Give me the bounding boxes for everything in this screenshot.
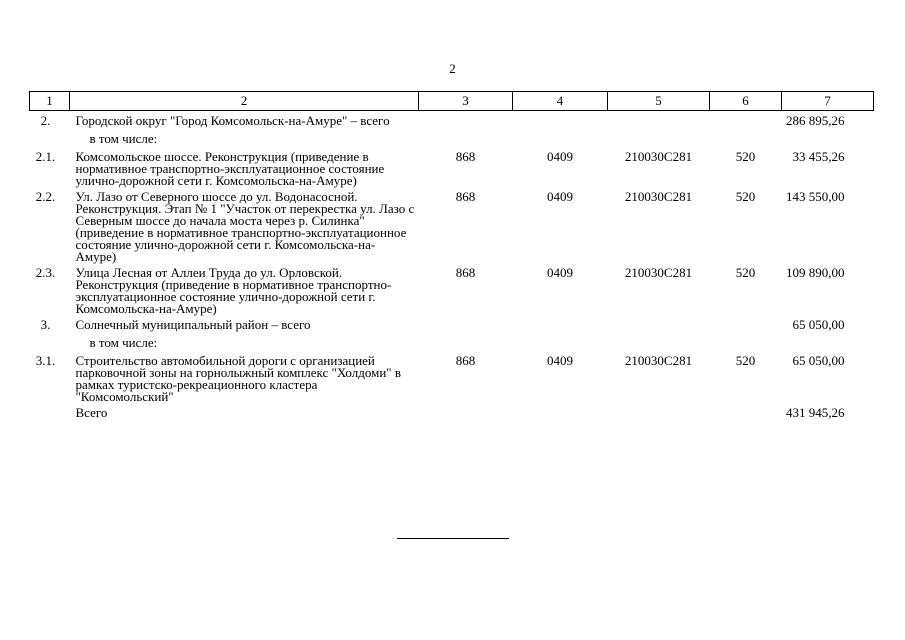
code-5-cell: 210030С281	[624, 149, 693, 164]
code-3-cell	[419, 111, 513, 128]
code-6-cell	[710, 403, 782, 419]
code-6-cell: 520	[735, 265, 756, 280]
code-6-cell: 520	[735, 149, 756, 164]
row-number-cell: 2.3.	[35, 265, 56, 280]
code-6-cell	[710, 315, 782, 331]
code-4-cell	[513, 403, 608, 419]
name-cell: Строительство автомобильной дороги с организацией парковочной зоны на горнолыжный комплекс "Холдоми" в рамках туристско-рекреационного кластера "Комсомольский"	[75, 353, 401, 404]
row-number-cell	[30, 331, 70, 351]
code-4-cell: 0409	[547, 189, 573, 204]
name-cell: Городской округ "Город Комсомольск-на-Амуре" – всего	[75, 113, 390, 128]
amount-cell: 65 050,00	[792, 353, 845, 368]
column-header-3: 3	[419, 92, 513, 111]
code-6-cell: 520	[735, 189, 756, 204]
table-body	[30, 111, 874, 420]
table-row	[30, 263, 874, 315]
budget-table	[29, 91, 874, 419]
code-5-cell	[608, 315, 710, 331]
amount-cell: 65 050,00	[792, 317, 845, 332]
amount-cell: 143 550,00	[786, 189, 845, 204]
table-row	[30, 111, 874, 128]
code-5-cell: 210030С281	[624, 353, 693, 368]
code-3-cell: 868	[455, 265, 476, 280]
code-6-cell: 520	[735, 353, 756, 368]
name-cell: Комсомольское шоссе. Реконструкция (приведение в нормативное транспортно-эксплуатационное состояние улично-дорожной сети г. Комсомольска-на-Амуре)	[75, 149, 385, 188]
table-header	[30, 92, 874, 111]
name-cell: Всего	[75, 405, 108, 420]
row-number-cell: 2.1.	[35, 149, 56, 164]
column-header-1: 1	[30, 92, 70, 111]
code-3-cell: 868	[455, 353, 476, 368]
table-row	[30, 147, 874, 187]
subtitle-cell: в том числе:	[89, 335, 158, 350]
table-subtitle-row	[30, 331, 874, 351]
amount-cell: 286 895,26	[786, 113, 845, 128]
name-cell: Улица Лесная от Аллеи Труда до ул. Орловской. Реконструкция (приведение в нормативное транспортно-эксплуатационное состояние улично-дорожной сети г. Комсомольска-на-Амуре)	[75, 265, 392, 316]
code-3-cell	[419, 403, 513, 419]
name-cell: Солнечный муниципальный район – всего	[75, 317, 311, 332]
amount-cell: 33 455,26	[792, 149, 845, 164]
code-5-cell: 210030С281	[624, 265, 693, 280]
code-4-cell	[513, 315, 608, 331]
row-number-cell: 3.	[40, 317, 51, 332]
column-header-7: 7	[782, 92, 874, 111]
column-header-4: 4	[513, 92, 608, 111]
code-4-cell: 0409	[547, 149, 573, 164]
table-row	[30, 351, 874, 403]
row-number-cell: 2.2.	[35, 189, 56, 204]
table-row	[30, 403, 874, 419]
table-row	[30, 187, 874, 263]
code-4-cell: 0409	[547, 265, 573, 280]
row-number-cell	[30, 403, 70, 419]
amount-cell: 109 890,00	[786, 265, 845, 280]
row-number-cell: 3.1.	[35, 353, 56, 368]
end-separator-line	[397, 538, 509, 539]
row-number-cell	[30, 127, 70, 147]
code-3-cell	[419, 315, 513, 331]
subtitle-cell: в том числе:	[89, 131, 158, 146]
name-cell: Ул. Лазо от Северного шоссе до ул. Водонасосной. Реконструкция. Этап № 1 "Участок от перекрестка ул. Лазо с Северным шоссе до начала моста через р. Силинка" (приведение в нормативное транспортно-эксплуатационное состояние улично-дорожной сети г. Комсомольска-на-Амуре)	[75, 189, 415, 264]
code-5-cell	[608, 111, 710, 128]
page-number: 2	[449, 61, 456, 76]
code-3-cell: 868	[455, 189, 476, 204]
code-3-cell: 868	[455, 149, 476, 164]
column-header-6: 6	[710, 92, 782, 111]
code-5-cell: 210030С281	[624, 189, 693, 204]
code-6-cell	[710, 111, 782, 128]
column-header-5: 5	[608, 92, 710, 111]
row-number-cell: 2.	[40, 113, 51, 128]
table-subtitle-row	[30, 127, 874, 147]
amount-cell: 431 945,26	[786, 405, 845, 420]
table-row	[30, 315, 874, 331]
code-5-cell	[608, 403, 710, 419]
code-4-cell: 0409	[547, 353, 573, 368]
code-4-cell	[513, 111, 608, 128]
column-header-2: 2	[70, 92, 419, 111]
